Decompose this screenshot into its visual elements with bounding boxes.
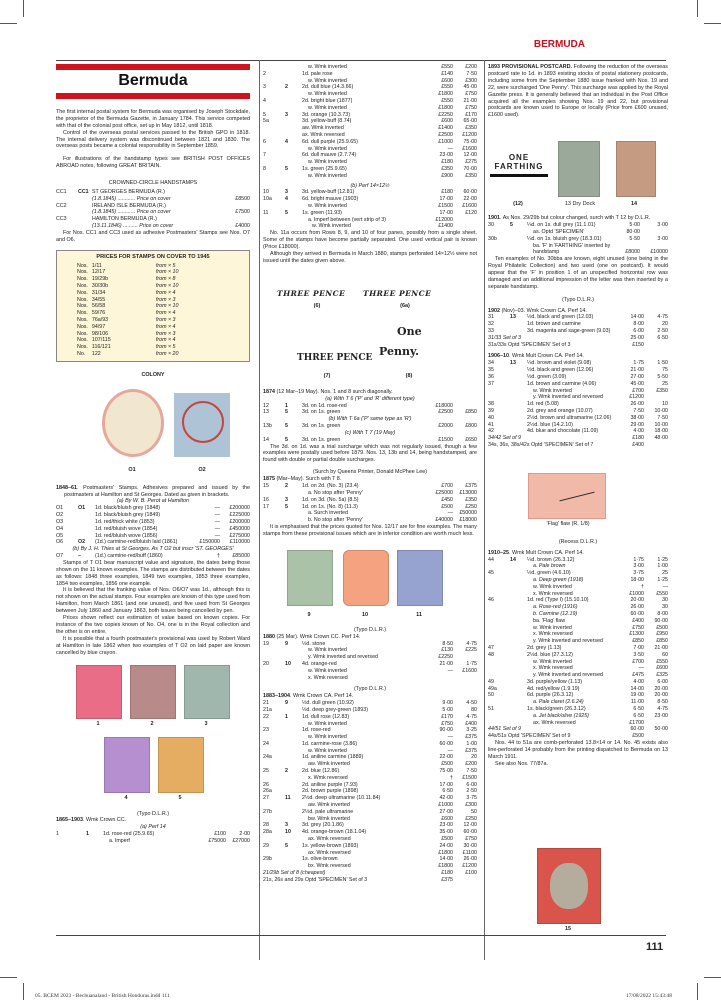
note: It is emphasised that the prices quoted for Nos. 12/17 are for fine examples. The many stamps from these provisional issues which are in inferior condition are worth much less.	[263, 523, 477, 537]
table-row: 36 ½d. green (3.09) 27·00 5·50	[488, 373, 668, 380]
table-row: 29b 1s. olive-brown 14·00 26·00	[263, 856, 477, 863]
table-row: x. Wmk reversed — £600	[533, 665, 668, 672]
table-row: O4 1d. red/bluish wove (1854) — £450000	[56, 525, 250, 532]
print-timestamp: 17/08/2022 15:43:48	[626, 993, 672, 999]
printer-note: (Surch by Queens Printer, Donald McPhee Lee)	[312, 469, 428, 476]
figure-caption: (7)	[323, 372, 331, 379]
table-row: w. Wmk inverted £1400	[312, 223, 453, 230]
table-row: 38 1d. red (5.08) 26·00 10	[488, 401, 668, 408]
table-row: Nos. 98/106 from × 3	[77, 330, 176, 337]
catalogue-table	[263, 64, 477, 180]
stamp-3-image	[184, 665, 230, 719]
catalogue-table	[263, 403, 477, 417]
figure-caption: 15	[564, 926, 572, 932]
bottom-rule	[484, 935, 666, 936]
table-row: Nos. 107/115 from × 4	[77, 337, 176, 344]
column-1	[56, 64, 250, 845]
table-row: aw. Wmk inverted £500 £200	[308, 761, 477, 768]
page-number: 111	[646, 941, 664, 953]
table-row: (13.11.1846) .......... Price on cover £4000	[92, 223, 250, 230]
table-row: w. Wmk inverted £180 £275	[308, 159, 477, 166]
issue-heading: 1848–61. Postmasters' Stamps. Adhesives prepared and issued by the postmasters at Hamilton and St Georges. Dated as given in brackets.	[56, 484, 250, 498]
table-row: as. Optd 'SPECIMEN' 80·00	[533, 228, 640, 235]
surcharge-illustrations	[263, 265, 477, 385]
table-row: w. Wmk inverted £550 £200	[308, 64, 477, 70]
title-bar-top	[56, 64, 250, 70]
table-row: aw. Wmk inverted £1000 £300	[308, 802, 477, 809]
table-row: 30 5 ¼d. on 1s. dull grey (11.1.01) 5·00 3·00	[488, 222, 668, 229]
table-row: O2 1d. black/bluish grey (1849) — £225000	[56, 512, 250, 519]
table-row: CC3 HAMILTON BERMUDA (R.)	[56, 216, 157, 223]
table-row: a. Deep green (1918) 18·00 1·25	[533, 576, 668, 583]
table-row: w. Wmk inverted £600 £300	[308, 77, 477, 84]
issue-heading: 1875 (Mar–May). Surch with T 8.	[263, 476, 342, 483]
table-row: 12 1 3d. on 1d. rose-red £18000	[263, 402, 453, 409]
table-row: 32 1d. brown and carmine 8·00 20	[488, 321, 668, 328]
table-row: 20 10 4d. orange-red 21·00 1·75	[263, 660, 477, 667]
table-row: O5 1d. red/bluish wove (1856) — £275000	[56, 532, 250, 539]
table-row: 5 3 3d. orange (10.3.73) £2250 £170	[263, 111, 477, 118]
table-row: Nos. 59/76 from × 4	[77, 310, 176, 317]
surcharge-type-6a: THREE PENCE	[363, 288, 432, 298]
flag-flaw-illustration	[488, 449, 668, 531]
note: See also Nos. 77/87a.	[495, 760, 549, 767]
table-row: w. Wmk inverted £750 £500	[533, 624, 668, 631]
table-row: w. Wmk inverted — £1600	[308, 667, 477, 674]
issue-heading: 1906–10. Wmk Mult Crown CA. Perf 14.	[488, 353, 584, 360]
table-row: 14 5 3d. on 1s. green £1500 £650	[263, 436, 477, 443]
issue-heading: 1901. As Nos. 29/29b but colour changed, surch with T 12 by D.L.R.	[488, 215, 651, 222]
table-row: w. Wmk inverted £750 £400	[308, 720, 477, 727]
figure-caption: (12)	[513, 201, 523, 208]
stamp-2-image	[130, 665, 176, 719]
table-row: x. Wmk reversed	[308, 674, 348, 681]
table-row: Nos. 56/58 from × 10	[77, 303, 179, 310]
catalogue-table	[263, 423, 477, 430]
figure-caption: O1	[128, 466, 136, 473]
table-row: 15 2 1d. on 2d. (No. 3) (23.4) £700 £375	[263, 483, 477, 490]
table-row: 4 2d. bright blue (1877) £550 21·00	[263, 97, 477, 104]
table-row: ba. 'Flag' flaw £400 90·00	[533, 617, 668, 624]
figure-caption: 2	[150, 720, 154, 727]
surcharge-line: ONE	[508, 153, 530, 163]
table-row: b. No stop after 'Penny' £40000 £18000	[308, 517, 477, 524]
figure-caption: 11	[416, 611, 422, 618]
stamp-illustrations	[56, 657, 250, 807]
stamp-illustrations	[263, 538, 477, 612]
table-row: 21s, 26s and 29s Optd 'SPECIMEN' Set of 3 £375	[263, 876, 453, 883]
column-3	[488, 64, 668, 768]
table-row: CC2 IRELAND ISLE BERMUDA (R.)	[56, 202, 166, 209]
table-row: bx. Wmk reversed £1800 £1200	[308, 863, 477, 870]
table-row: 34/42 Set of 9 £180 48·00	[488, 435, 668, 442]
table-row: a. Pale brown 3·00 1·00	[533, 563, 668, 570]
note: Ten examples of No. 30bba are known, eight unused (one being in the Royal Philatelic Collection) and two used (one on postcard). It would appear that the 'F' in position 1 of an unspecified horizontal row was damaged and an additional impression of the letter was then inserted by a separate handstamp.	[488, 256, 668, 290]
catalogue-table	[488, 360, 668, 448]
note: Nos. 44 to 51a are comb-perforated 13.8×14 or 14. No. 45 exists also line-perforated 14 probably from the printing dispatched to Bermuda on 13 March 1911.	[488, 740, 668, 760]
table-row: 5a 3d. yellow-buff (8.74) £600 65·00	[263, 118, 477, 125]
table-row: y. Wmk inverted and reversed £475 £325	[533, 672, 668, 679]
table-row: 21a ½d. deep grey-green (1893) 5·00 80	[263, 706, 477, 713]
issue-heading: 1910–25. Wmk Mult Crown CA. Perf 14.	[488, 549, 584, 556]
subheading: (a) By W. B. Perot at Hamilton	[117, 498, 189, 505]
table-row: ba. 'F' in 'FARTHING' inserted by handstamp £8000 £10000	[533, 242, 668, 256]
crowned-circle-table	[56, 189, 250, 230]
figure-caption: (6a)	[400, 302, 410, 309]
table-row: 50 6d. purple (26.3.12) 19·00 20·00	[488, 692, 668, 699]
table-row: x. Wmk reversed † £1500	[308, 774, 477, 781]
table-row: w. Wmk inverted £130 £225	[308, 647, 477, 654]
table-row: 24a 1d. aniline carmine (1889) 22·00 20	[263, 754, 477, 761]
stamp-1-image	[76, 665, 122, 719]
table-row: O6 O2 (1d.) carmine-red/bluish laid (1861) £150000 £110000	[56, 539, 250, 546]
printer-note: (Typo D.L.R.)	[561, 296, 595, 303]
column-divider	[259, 60, 260, 960]
table-row: 31s/33s Optd 'SPECIMEN' Set of 3 £150	[488, 341, 644, 348]
figure-caption: 'Flag' flaw (R. 1/8)	[546, 520, 590, 527]
table-row: y. Wmk inverted and reversed £2250	[308, 654, 453, 661]
postcard-paragraph: 1893 PROVISIONAL POSTCARD. Following the reduction of the overseas postcard rate to 1d. in 1893 existing stocks of postal stationery postcards, including some from the September 1880 issue franked with Nos. 19 and 22, were surcharged 'One Penny'. This surcharge was applied by the Royal Gazette press. It is generally believed that an individual in the Post Office acquired all the examples showing Nos. 19 and 22, but provisional postcards are known used to Europe or locally (Price from £600 unused, £1600 used).	[488, 64, 668, 119]
table-row: y. Wmk inverted and reversed £850 £850	[533, 638, 668, 645]
table-row: 39 2d. grey and orange (10.07) 7·50 10·00	[488, 407, 668, 414]
intro-paragraph: The first internal postal system for Bermuda was organised by Joseph Stockdale, the proprietor of the Bermuda Gazette, in January 1784. This service competed with that of the colonial post office, set up in May 1812, until 1818.	[56, 108, 250, 129]
table-row: aw. Wmk inverted £1400 £350	[302, 125, 477, 132]
table-row: 10 3 3d. yellow-buff (12.81) £180 60·00	[263, 189, 477, 196]
table-row: 31/33 Set of 3 25·00 6·50	[488, 334, 668, 341]
surcharge-type-7: THREE PENCE	[297, 352, 373, 363]
crop-mark	[697, 0, 698, 17]
catalogue-table	[263, 437, 477, 444]
catalogue-table	[263, 483, 477, 524]
table-row: a. Imperf £75000 £27000	[109, 838, 250, 845]
table-row: 34s, 36s, 38s/42s Optd 'SPECIMEN' Set of 7 £400	[488, 441, 644, 448]
catalogue-table	[488, 222, 668, 256]
table-row: No. 122 from × 20	[77, 350, 179, 357]
table-row: 34 13 ¼d. brown and violet (9.08) 1·75 1·50	[488, 360, 668, 367]
surcharge-bar	[490, 174, 548, 177]
table-row: 46 1d. red (Type I) (15.10.10) 20·00 30	[488, 597, 668, 604]
flag-flaw-image	[528, 473, 606, 519]
table-row: 27b 2½d. pale ultramarine 27·00 50	[263, 808, 477, 815]
subheading: (b) With T 6a ('P' same type as 'R')	[328, 416, 412, 423]
stamp-illustrations	[488, 119, 668, 209]
crop-mark	[704, 977, 721, 978]
stamp-11-image	[397, 550, 443, 606]
table-row: 17 5 1d. on 1s. (No. 8) (11.3) £500 £250	[263, 503, 477, 510]
table-row: 2 1d. pale rose £140 7·50	[263, 70, 477, 77]
table-row: Nos. 12/17 from × 10	[77, 269, 179, 276]
table-row: O1 O1 1d. black/bluish grey (1848) — £200000	[56, 505, 250, 512]
catalogue-table	[56, 505, 250, 546]
section-heading: CROWNED-CIRCLE HANDSTAMPS	[108, 180, 198, 187]
printer-note: (Typo D.L.R.)	[353, 626, 387, 633]
table-row: 7 6d. dull mauve (2.7.74) 23·00 12·00	[263, 152, 477, 159]
table-row: 26a 2d. brown purple (1898) 6·50 2·50	[263, 788, 477, 795]
note: Prices shown reflect our estimation of value based on known copies. For instance of the two copies known of No. O4, one is in the Royal collection and the other is on entire.	[56, 615, 250, 635]
printer-note: (Typo D.L.R.)	[353, 686, 387, 693]
table-row: 37 1d. brown and carmine (4.06) 45·00 25	[488, 380, 668, 387]
surcharge-type-8-line1: One	[397, 324, 422, 338]
subheading: (c) With T 7 (19 May)	[344, 429, 396, 436]
table-row: ax. Wmk reversed £1800 £1100	[308, 849, 477, 856]
subheading: (b) By J. H. Thies at St Georges. As T O2 but inscr 'ST. GEORGES'	[72, 546, 234, 553]
table-row: w. Wmk inverted — £375	[308, 747, 477, 754]
table-row: 6 4 6d. dull purple (25.9.65) £1000 75·00	[263, 138, 477, 145]
table-row: Nos. 94/97 from × 4	[77, 323, 176, 330]
table-row: y. Wmk inverted and reversed £1200	[533, 394, 644, 401]
table-row: 49a 4d. red/yellow (1.9.19) 14·00 20·00	[488, 685, 668, 692]
header-rule	[56, 60, 666, 61]
issue-heading: 1865–1903. Wmk Crown CC.	[56, 817, 127, 824]
running-head: BERMUDA	[533, 39, 585, 50]
figure-caption: 5	[178, 794, 182, 801]
table-row: 13 5 3d. on 1s. green £2500 £850	[263, 409, 477, 416]
table-row: (1.8.1845) ............ Price on cover £7500	[92, 209, 250, 216]
issue-heading: 1883–1904. Wmk Crown CA. Perf 14.	[263, 693, 354, 700]
table-row: 33 3d. magenta and sage-green (9.03) 6·00 2·50	[488, 328, 668, 335]
issue-heading: 1902 (Nov)–03. Wmk Crown CA. Perf 14.	[488, 307, 587, 314]
column-divider	[484, 60, 485, 960]
price-box-heading: PRICES FOR STAMPS ON COVER TO 1945	[96, 253, 210, 260]
stamp-o2-image	[174, 393, 230, 457]
intro-paragraph: Control of the overseas postal services passed to the British GPO in 1818. The internal delivery system was discontinued between 1821 and 1830. The overseas posts became a colonial responsibility in September 1859.	[56, 129, 250, 150]
table-row: 10a 4 6d. bright mauve (1903) 17·00 22·00	[263, 196, 477, 203]
table-row: 16 3 1d. on 3d. (No. 5a) (8.5) £450 £350	[263, 496, 477, 503]
table-row: 49 3d. purple/yellow (1.13) 4·00 6·00	[488, 678, 668, 685]
stamp-15-image	[537, 848, 601, 924]
figure-caption: (6)	[313, 302, 321, 309]
stamp-5-image	[158, 737, 204, 793]
table-row: 48 2½d. blue (27.3.12) 3·50 60	[488, 651, 668, 658]
prices-on-cover-box	[56, 250, 250, 362]
stamp-10-image	[343, 550, 389, 606]
note: It is believed that the franking value of Nos. O6/O7 was 1d., although this is not shown on the actual stamps. Four examples are known of this type used from Hamilton, from March 1861 (and one unused), and five used from St Georges between July 1860 and January 1863, both issues being cancelled by pen.	[56, 587, 250, 615]
caption-row	[263, 612, 477, 622]
surcharge-type-12	[490, 153, 548, 177]
table-row: ax. Wmk reversed £2500 £1200	[302, 131, 477, 138]
crop-mark	[704, 23, 721, 24]
table-row: bw. Wmk inverted £600 £250	[308, 815, 477, 822]
table-row: Nos. 116/121 from × 5	[77, 344, 176, 351]
table-row: 44s/51s Optd 'SPECIMEN' Set of 9 £500	[488, 733, 644, 740]
table-row: a. No stop after 'Penny' £25000 £13000	[308, 489, 477, 496]
table-row: w. Wmk inverted £700 £350	[533, 387, 668, 394]
stamp-4-image	[104, 737, 150, 793]
table-row: 19 9 ½d. stone 8·50 4·75	[263, 640, 477, 647]
figure-caption: 13 Dry Dock	[564, 201, 596, 208]
table-row: w. Wmk inverted £1800 £750	[308, 104, 477, 111]
table-row: w. Wmk inverted £700 £550	[533, 658, 668, 665]
stamp-o1-image	[102, 389, 164, 457]
table-row: x. Wmk reversed £1300 £950	[533, 631, 668, 638]
intro-paragraph: For illustrations of the handstamp types see BRITISH POST OFFICES ABROAD notes, following GREAT BRITAIN.	[56, 156, 250, 170]
table-row: O7 – (1d.) carmine-red/buff (1860) † £85000	[56, 553, 250, 560]
table-row: 22 1 1d. dull rose (12.83) £170 4·75	[263, 713, 477, 720]
column-2	[263, 64, 477, 884]
table-row: b. Carmine (12.19) 60·00 8·00	[533, 610, 668, 617]
table-row: a. Imperf between (vert strip of 3) £12000	[308, 216, 453, 223]
table-row: 47 2d. grey (1.13) 7·00 21·00	[488, 644, 668, 651]
note: For Nos. CC1 and CC3 used as adhesive Postmasters' Stamps see Nos. O7 and O6.	[56, 229, 250, 243]
table-row: Nos. 76a/93 from × 3	[77, 316, 176, 323]
table-row: 26 2d. aniline purple (7.93) 17·00 6·00	[263, 781, 477, 788]
crop-mark	[697, 983, 698, 1000]
figure-caption: 3	[204, 720, 208, 727]
stamp-9-image	[287, 550, 333, 606]
table-row: x. Wmk reversed £1000 £550	[533, 590, 668, 597]
figure-caption: O2	[198, 466, 206, 473]
table-row: 51 1s. black/green (26.3.12) 6·50 4·75	[488, 706, 668, 713]
section-heading: COLONY	[141, 371, 165, 378]
table-row: 29 5 1s. yellow-brown (1893) 24·00 30·00	[263, 842, 477, 849]
table-row: w. Wmk inverted £900 £350	[308, 172, 477, 179]
table-row: 25 2 2d. blue (12.86) 75·00 7·50	[263, 768, 477, 775]
bottom-rule	[56, 935, 484, 936]
printer-note: (Recess D.L.R.)	[558, 538, 598, 545]
catalogue-table	[263, 700, 477, 884]
postmaster-figures	[56, 379, 250, 481]
surcharge-line: FARTHING	[494, 162, 544, 172]
table-row: 24 1d. carmine-rose (3.86) 60·00 1·00	[263, 740, 477, 747]
table-row: w. Wmk inverted £1500 £1600	[308, 203, 477, 210]
stamp-13-image	[558, 141, 600, 197]
issue-heading: 1880 (25 Mar). Wmk Crown CC. Perf 14.	[263, 633, 361, 640]
crop-mark	[23, 983, 24, 1000]
table-row: 44/51 Set of 9 60·00 50·00	[488, 726, 668, 733]
table-row: 21 9 ½d. dull green (10.92) 9·00 4·50	[263, 700, 477, 707]
surcharge-type-6: THREE PENCE	[277, 288, 346, 298]
issue-heading: 1874 (12 Mar–19 May). Nos. 1 and 8 surch diagonally.	[263, 388, 393, 395]
figure-caption: 4	[124, 794, 128, 801]
table-row: w. Wmk inverted † —	[533, 583, 668, 590]
catalogue-table	[263, 641, 477, 682]
subheading: (b) Perf 14×12½	[350, 182, 390, 189]
note: The 3d. on 1d. was a trial surcharge which was not regularly issued, though a few examples were postally used before 1879. Nos. 13, 13b and 14, being handstamped, are found with double or partial double surcharges.	[263, 443, 477, 464]
table-row: O3 1d. red/thick white (1853) — £200000	[56, 518, 250, 525]
catalogue-table	[488, 314, 668, 348]
table-row: 44 14 ¼d. brown (26.3.12) 1·75 1·25	[488, 556, 668, 563]
table-row: Nos. 34/55 from × 3	[77, 296, 176, 303]
table-row: ax. Wmk reversed £500 £750	[308, 836, 477, 843]
table-row: a. Surch inverted — £50000	[308, 510, 477, 517]
catalogue-table	[56, 831, 250, 845]
table-row: w. Wmk inverted — £1600	[308, 145, 477, 152]
crop-mark	[0, 977, 17, 978]
price-box-table	[77, 263, 182, 358]
table-row: 45 ½d. green (4.6.10) 3·75 25	[488, 570, 668, 577]
table-row: 3 2 2d. dull blue (14.3.66) £550 45·00	[263, 84, 477, 91]
table-row: 1 1 1d. rose-red (25.9.65) £100 2·00	[56, 831, 250, 838]
crop-mark	[0, 23, 17, 24]
table-row: 31 13 ½d. black and green (12.03) 14·00 4·75	[488, 314, 668, 321]
table-row: w. Wmk inverted — £375	[308, 734, 477, 741]
table-row: ax. Wmk reversed £1700	[533, 719, 644, 726]
table-row: a. Rose-red (1916) 26·00 30	[533, 604, 668, 611]
catalogue-table	[263, 189, 477, 230]
table-row: w. Wmk inverted £1800 £750	[308, 91, 477, 98]
page-title: Bermuda	[118, 72, 188, 89]
table-row: 41 2½d. blue (14.2.10) 29·00 10·00	[488, 421, 668, 428]
stamp-14-image	[616, 141, 656, 197]
catalogue-table	[56, 553, 250, 560]
note: Although they arrived in Bermuda in March 1880, stamps perforated 14×12½ were not issued until the dates given above.	[263, 250, 477, 264]
table-row: a. Pale claret (2.6.24) 11·00 8·50	[533, 699, 668, 706]
figure-caption: 1	[96, 720, 100, 727]
table-row: 13b 5 3d. on 1s. green £2000 £800	[263, 423, 477, 430]
printer-note: (Typo D.L.R.)	[136, 810, 170, 817]
figure-caption: (8)	[405, 372, 413, 379]
figure-caption: 10	[361, 611, 369, 618]
table-row: 8 5 1s. green (25.9.65) £350 70·00	[263, 165, 477, 172]
table-row: Nos. 19/29b from × 8	[77, 276, 176, 283]
table-row: CC1 CC1 ST GEORGES BERMUDA (R.)	[56, 189, 165, 196]
table-row: 42 4d. blue and chocolate (11.09) 4·00 18·00	[488, 428, 668, 435]
table-row: 21/29b Set of 8 (cheapest) £180 £100	[263, 870, 477, 877]
table-row: 28 3 3d. grey (20.1.86) 23·00 12·00	[263, 822, 477, 829]
table-row: Nos. 1/11 from × 5	[77, 262, 176, 269]
surcharge-type-8-line2: Penny.	[379, 344, 419, 358]
table-row: a. Jet black/olive (1925) 6·50 23·00	[533, 712, 668, 719]
table-row: (1.8.1845) ............ Price on cover £8500	[92, 195, 250, 202]
table-row: 35 ½d. black and green (12.06) 21·00 75	[488, 367, 668, 374]
subheading: (a) Perf 14	[140, 824, 166, 831]
table-row: 30b ¼d. on 1s. bluish grey (18.3.01) 5·50 3·00	[488, 235, 668, 242]
table-row: 23 1d. rose-red 90·00 3·25	[263, 727, 477, 734]
table-row: 27 11 2½d. deep ultramarine (10.11.84) 42·00 3·75	[263, 795, 477, 802]
note: No. 11a occurs from Rows 8, 9, and 10 of four panes, possibly from a single sheet. Some of the stamps have become partially separated. One used vertical pair is known (Price £18000).	[263, 230, 477, 251]
figure-caption: 9	[307, 611, 311, 618]
table-row: 28a 10 4d. orange-brown (18.1.04) 35·00 60·00	[263, 829, 477, 836]
note: Stamps of T O1 bear manuscript value and signature, the dates being those shown on the 11 known examples. The stamps are distributed between the dates as follows: 1848 three examples, 1849 two examples, 1853 three examples, 1854 two examples, 1856 one example.	[56, 559, 250, 587]
file-slug: 05. BCEM 2023 - Bechuanaland - British Honduras.indd 111	[35, 993, 170, 999]
figure-caption: 14	[630, 201, 638, 208]
table-row: Nos. 31/34 from × 4	[77, 289, 176, 296]
table-row: 40 2½d. brown and ultramarine (12.06) 38·00 7·50	[488, 414, 668, 421]
note: It is possible that a fourth postmaster's provisional was used by Robert Ward at Hamilton in late 1862 when two examples of T O2 on laid paper are known cancelled by blue crayon.	[56, 635, 250, 656]
subheading: (a) With T 6 ('P' and 'R' different type)	[325, 395, 415, 402]
catalogue-table	[488, 557, 668, 741]
crop-mark	[23, 0, 24, 17]
table-row: Nos. 30/30b from × 10	[77, 282, 179, 289]
table-row: 11 5 1s. green (11.93) 17·00 £120	[263, 209, 477, 216]
